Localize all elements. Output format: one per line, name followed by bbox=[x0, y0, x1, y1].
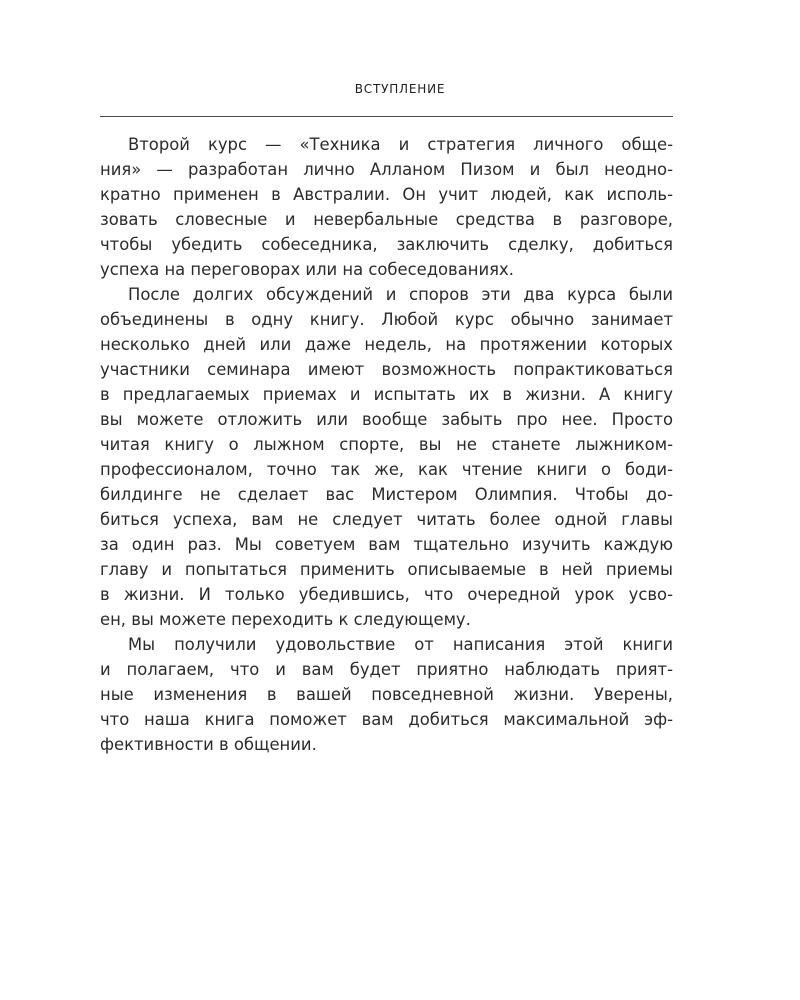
text-line: несколько дней или даже недель, на протяжении которых bbox=[100, 335, 673, 354]
text-line: зовать словесные и невербальные средства в разговоре, bbox=[100, 210, 673, 229]
text-line: вы можете отложить или вообще забыть про нее. Просто bbox=[100, 410, 673, 429]
text-line: профессионалом, точно так же, как чтение книги о боди- bbox=[100, 460, 673, 479]
text-line: чтобы убедить собеседника, заключить сделку, добиться bbox=[100, 235, 673, 254]
text-line: После долгих обсуждений и споров эти два курса были bbox=[128, 285, 673, 304]
text-line: ные изменения в вашей повседневной жизни. Уверены, bbox=[100, 685, 673, 704]
body-text bbox=[100, 132, 673, 757]
running-head: ВСТУПЛЕНИЕ bbox=[354, 82, 446, 96]
text-line: главу и попытаться применить описываемые в ней приемы bbox=[100, 560, 673, 579]
text-line: за один раз. Мы советуем вам тщательно изучить каждую bbox=[100, 535, 673, 554]
text-line: в предлагаемых приемах и испытать их в жизни. А книгу bbox=[100, 385, 673, 404]
text-line: читая книгу о лыжном спорте, вы не станете лыжником- bbox=[100, 435, 673, 454]
text-line: Мы получили удовольствие от написания этой книги bbox=[128, 635, 673, 654]
paragraph-3 bbox=[100, 632, 673, 757]
text-line: биться успеха, вам не следует читать более одной главы bbox=[100, 510, 673, 529]
text-line: Второй курс — «Техника и стратегия личного обще- bbox=[128, 135, 673, 154]
text-line: ния» — разработан лично Алланом Пизом и был неодно- bbox=[100, 160, 673, 179]
text-line: билдинге не сделает вас Мистером Олимпия. Чтобы до- bbox=[100, 485, 673, 504]
text-line: участники семинара имеют возможность попрактиковаться bbox=[100, 360, 673, 379]
paragraph-2 bbox=[100, 282, 673, 632]
text-line: кратно применен в Австралии. Он учит людей, как исполь- bbox=[100, 185, 673, 204]
text-line: ен, вы можете переходить к следующему. bbox=[100, 610, 471, 629]
text-line: что наша книга поможет вам добиться максимальной эф- bbox=[100, 710, 673, 729]
text-line: фективности в общении. bbox=[100, 735, 317, 754]
text-line: и полагаем, что и вам будет приятно наблюдать прият- bbox=[100, 660, 673, 679]
paragraph-1 bbox=[100, 132, 673, 282]
text-line: в жизни. И только убедившись, что очередной урок усво- bbox=[100, 585, 673, 604]
text-line: успеха на переговорах или на собеседованиях. bbox=[100, 260, 514, 279]
text-line: объединены в одну книгу. Любой курс обычно занимает bbox=[100, 310, 673, 329]
header-divider bbox=[100, 116, 673, 117]
